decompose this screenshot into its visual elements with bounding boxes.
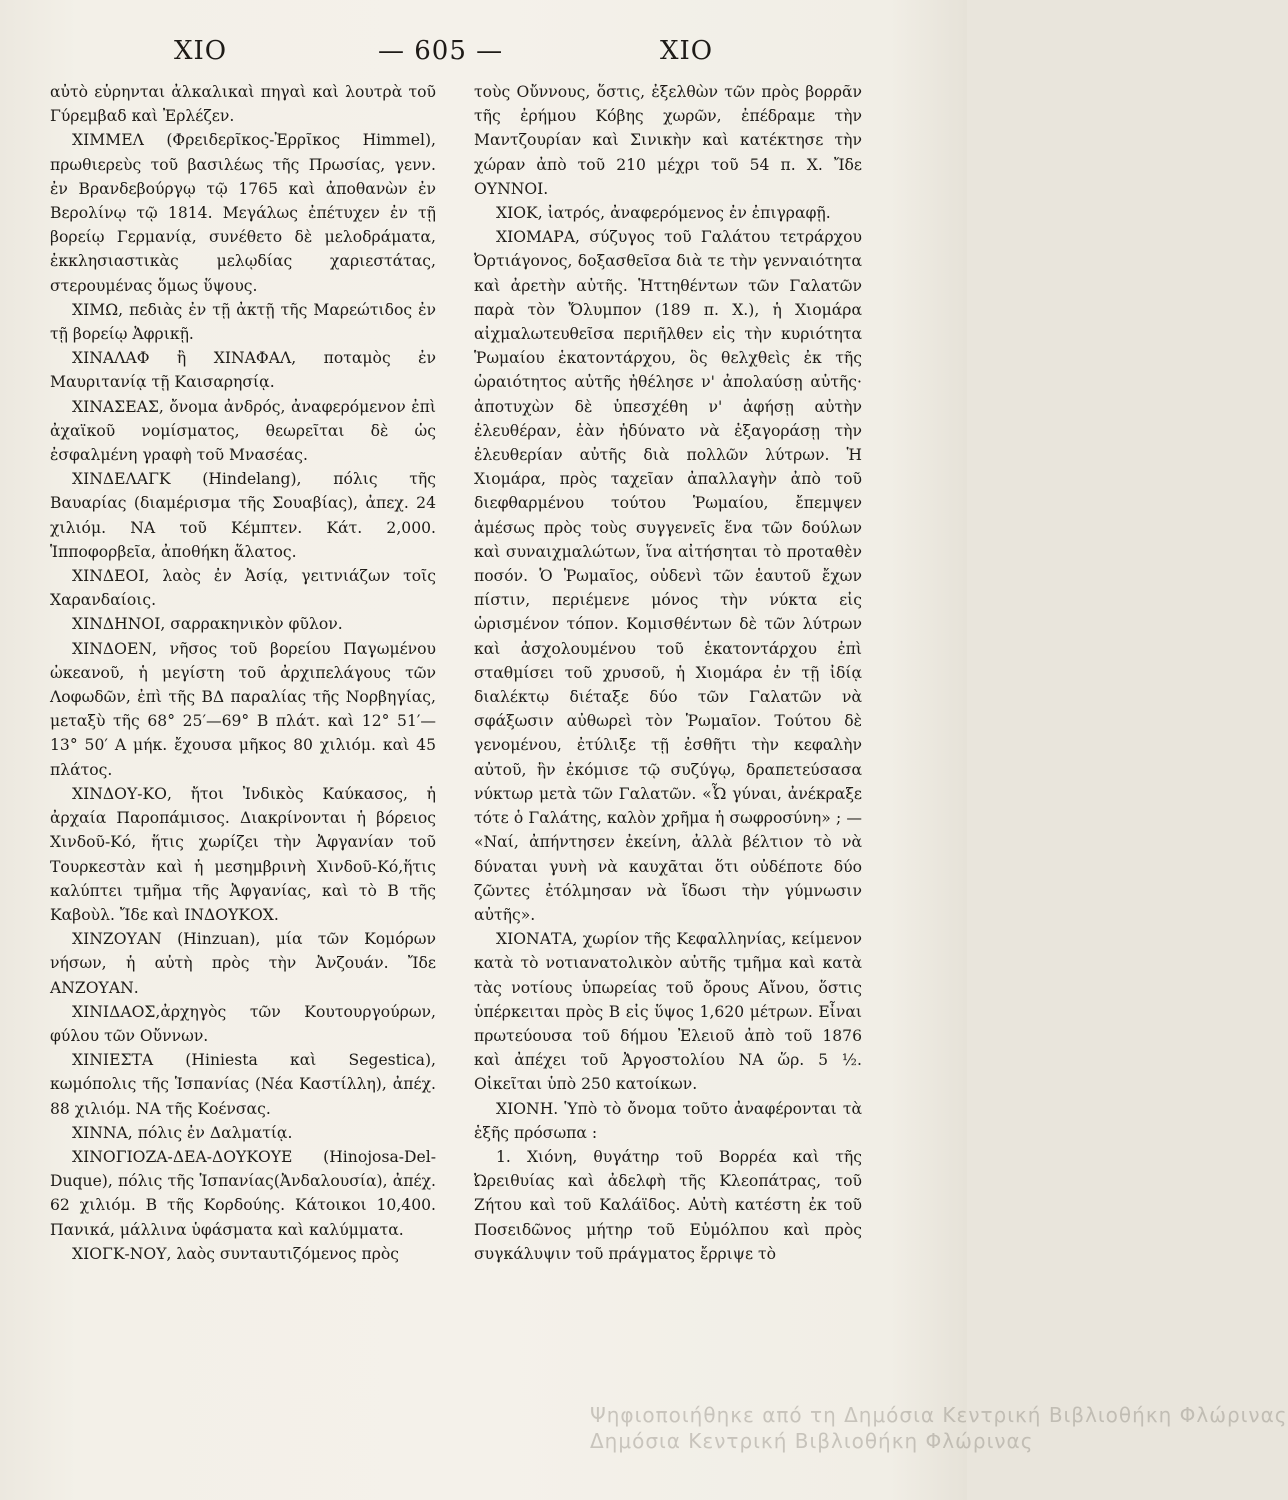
- watermark-line-1: Ψηφιοποιήθηκε από τη Δημόσια Κεντρική Βιβλιοθήκη Φλώρινας: [590, 1403, 1288, 1427]
- entry-chindoen: ΧΙΝΔΟΕΝ, νῆσος τοῦ βορείου Παγωμένου ὠκεανοῦ, ἡ μεγίστη τοῦ ἀρχιπελάγους τῶν Λοφωδῶν, ἐπὶ τῆς ΒΔ παραλίας τῆς Νορβηγίας, μεταξὺ τῆς 68° 25′—69° Β πλάτ. καὶ 12° 51′—13° 50′ Α μήκ. ἔχουσα μῆκος 80 χιλιόμ. καὶ 45 πλάτος.: [50, 639, 436, 779]
- entry-chiomara: ΧΙΟΜΑΡΑ, σύζυγος τοῦ Γαλάτου τετράρχου Ὀρτιάγονος, δοξασθεῖσα διὰ τε τὴν γενναιότητα καὶ ἀρετὴν αὐτῆς. Ἡττηθέντων τῶν Γαλατῶν παρὰ τὸν Ὄλυμπον (189 π. Χ.), ἡ Χιομάρα αἰχμαλωτευθεῖσα περιῆλθεν εἰς τὴν κυριότητα Ῥωμαίου ἑκατοντάρχου, ὃς θελχθεὶς ἐκ τῆς ὡραιότητος αὐτῆς ἠθέλησε ν' ἀπολαύσῃ αὐτῆς· ἀποτυχὼν δὲ ὑπεσχέθη ν' ἀφήσῃ αὐτὴν ἐλευθέραν, ἐὰν ἠδύνατο νὰ ἐξαγοράσῃ τὴν ἐλευθερίαν αὐτῆς διὰ πολλῶν λύτρων. Ἡ Χιομάρα, πρὸς ταχεῖαν ἀπαλλαγὴν ἀπὸ τοῦ διεφθαρμένου τούτου Ῥωμαίου, ἔπεμψεν ἀμέσως πρὸς τοὺς συγγενεῖς ἕνα τῶν δούλων καὶ συναιχμαλώτων, ἵνα αἰτήσηται τὸ προταθὲν ποσόν. Ὁ Ῥωμαῖος, οὐδενὶ τῶν ἑαυτοῦ ἔχων πίστιν, περιέμενε μόνος τὴν νύκτα εἰς ὡρισμένον τόπον. Κομισθέντων δὲ τῶν λύτρων καὶ ἀσχολουμένου τοῦ ἑκατοντάρχου ἐπὶ σταθμίσει τοῦ χρυσοῦ, ἡ Χιομάρα ἐν τῇ ἰδίᾳ διαλέκτῳ διέταξε δύο τῶν Γαλατῶν νὰ σφάξωσιν αὐθωρεὶ τὸν Ῥωμαῖον. Τούτου δὲ γενομένου, ἐτύλιξε τῇ ἐσθῆτι τὴν κεφαλὴν αὐτοῦ, ἣν ἐκόμισε τῷ συζύγῳ, δραπετεύσασα νύκτωρ μετὰ τῶν Γαλατῶν. «Ὦ γύναι, ἀνέκραξε τότε ὁ Γαλάτης, καλὸν χρῆμα ἡ σωφροσύνη» ; — «Ναί, ἀπήντησεν ἐκείνη, ἀλλὰ βέλτιον τὸ νὰ δύναται γυνὴ νὰ καυχᾶται ὅτι οὐδέποτε δύο ζῶντες ἐτόλμησαν νὰ ἴδωσι τὴν γύμνωσιν αὐτῆς».: [474, 228, 862, 924]
- entry-chinna: ΧΙΝΝΑ, πόλις ἐν Δαλματίᾳ.: [72, 1123, 293, 1142]
- library-watermark: [590, 1402, 1288, 1454]
- entry-chimo: ΧΙΜΩ, πεδιὰς ἐν τῇ ἀκτῇ τῆς Μαρεώτιδος ἐν τῇ βορείῳ Ἀφρικῇ.: [50, 300, 436, 344]
- page-number: — 605 —: [378, 36, 504, 66]
- entry-chionata: ΧΙΟΝΑΤΑ, χωρίον τῆς Κεφαλληνίας, κείμενον κατὰ τὸ νοτιανατολικὸν αὐτῆς τμῆμα καὶ κατὰ τὰς νοτίους ὑπωρείας τοῦ ὄρους Αἴνου, ὅστις ὑπέρκειται πρὸς Β εἰς ὕψος 1,620 μέτρων. Εἶναι πρωτεύουσα τοῦ δήμου Ἐλειοῦ ἀπὸ τοῦ 1876 καὶ ἀπέχει τοῦ Ἀργοστολίου ΝΑ ὥρ. 5 ½. Οἰκεῖται ὑπὸ 250 κατοίκων.: [474, 930, 862, 1094]
- entry-hindelang: ΧΙΝΔΕΛΑΓΚ (Hindelang), πόλις τῆς Βαυαρίας (διαμέρισμα τῆς Σουαβίας), ἀπεχ. 24 χιλιόμ. ΝΑ τοῦ Κέμπτεν. Κάτ. 2,000. Ἱπποφορβεῖα, ἀποθήκη ἅλατος.: [50, 470, 436, 561]
- entry-chione: ΧΙΟΝΗ. Ὑπὸ τὸ ὄνομα τοῦτο ἀναφέρονται τὰ ἑξῆς πρόσωπα :: [474, 1099, 862, 1142]
- right-column: [474, 80, 862, 1266]
- entry-chinalaf: ΧΙΝΑΛΑΦ ἢ ΧΙΝΑΦΑΛ, ποταμὸς ἐν Μαυριτανίᾳ τῇ Καισαρησίᾳ.: [50, 349, 436, 392]
- entry-chiok: ΧΙΟΚ, ἰατρός, ἀναφερόμενος ἐν ἐπιγραφῇ.: [496, 204, 831, 223]
- header-left-title: ΧΙΟ: [174, 36, 228, 66]
- entry-chinaseas: ΧΙΝΑΣΕΑΣ, ὄνομα ἀνδρός, ἀναφερόμενον ἐπὶ ἀχαϊκοῦ νομίσματος, θεωρεῖται δὲ ὡς ἐσφαλμένη γραφὴ τοῦ Μνασέας.: [50, 397, 436, 465]
- watermark-line-2: Δημόσια Κεντρική Βιβλιοθήκη Φλώρινας: [590, 1429, 1034, 1453]
- entry-continuation-right: τοὺς Οὔννους, ὅστις, ἐξελθὼν τῶν πρὸς βορρᾶν τῆς ἐρήμου Κόβης χωρῶν, ἐπέδραμε τὴν Μαντζουρίαν καὶ Σινικὴν καὶ κατέκτησε τὴν χώραν ἀπὸ τοῦ 210 μέχρι τοῦ 54 π. Χ. Ἴδε ΟΥΝΝΟΙ.: [474, 83, 862, 198]
- page-header: [150, 36, 750, 76]
- entry-hinzuan: ΧΙΝΖΟΥΑΝ (Hinzuan), μία τῶν Κομόρων νήσων, ἡ αὐτὴ πρὸς τὴν Ἀνζουάν. Ἴδε ΑΝΖΟΥΑΝ.: [50, 930, 436, 997]
- header-right-title: ΧΙΟ: [660, 36, 714, 66]
- entry-chinidaos: ΧΙΝΙΔΑΟΣ,ἀρχηγὸς τῶν Κουτουργούρων, φύλου τῶν Οὔννων.: [50, 1002, 436, 1045]
- left-column: [50, 80, 436, 1266]
- entry-himmel: ΧΙΜΜΕΛ (Φρειδερῖκος-Ἐρρῖκος Himmel), πρωθιερεὺς τοῦ βασιλέως τῆς Πρωσίας, γενν. ἐν Βρανδεβούργῳ τῷ 1765 καὶ ἀποθανὼν ἐν Βερολίνῳ τῷ 1814. Μεγάλως ἐπέτυχεν ἐν τῇ βορείῳ Γερμανίᾳ, συνέθετο δὲ μελοδράματα, ἐκκλησιαστικὰς μελῳδίας χαριεστάτας, στερουμένας ὅμως ὕψους.: [50, 131, 436, 295]
- entry-continuation: αὐτὸ εὑρηνται ἀλκαλικαὶ πηγαὶ καὶ λουτρὰ τοῦ Γύρεμβαδ καὶ Ἐρλέζεν.: [50, 83, 436, 126]
- entry-hinojosa: ΧΙΝΟΓΙΟΖΑ-ΔΕΑ-ΔΟΥΚΟΥΕ (Hinojosa-Del-Duque), πόλις τῆς Ἱσπανίας(Ἀνδαλουσία), ἀπέχ. 62 χιλιόμ. Β τῆς Κορδούης. Κάτοικοι 10,400. Πανικά, μάλλινα ὑφάσματα καὶ καλύμματα.: [50, 1147, 436, 1239]
- entry-chindenoi: ΧΙΝΔΗΝΟΙ, σαρρακηνικὸν φῦλον.: [72, 615, 343, 634]
- entry-hiniesta: ΧΙΝΙΕΣΤΑ (Hiniesta καὶ Segestica), κωμόπολις τῆς Ἱσπανίας (Νέα Καστίλλη), ἀπέχ. 88 χιλιόμ. ΝΑ τῆς Κοένσας.: [50, 1051, 436, 1118]
- entry-chindeoi: ΧΙΝΔΕΟΙ, λαὸς ἐν Ἀσίᾳ, γειτνιάζων τοῖς Χαρανδαίοις.: [50, 567, 436, 610]
- entry-chione-1: 1. Χιόνη, θυγάτηρ τοῦ Βορρέα καὶ τῆς Ὠρειθυίας καὶ ἀδελφὴ τῆς Κλεοπάτρας, τοῦ Ζήτου καὶ τοῦ Καλάϊδος. Αὐτὴ κατέστη ἐκ τοῦ Ποσειδῶνος μήτηρ τοῦ Εὐμόλπου καὶ πρὸς συγκάλυψιν τοῦ πράγματος ἔρριψε τὸ: [474, 1147, 862, 1263]
- entry-hindu-kush: ΧΙΝΔΟΥ-ΚΟ, ἤτοι Ἰνδικὸς Καύκασος, ἡ ἀρχαία Παροπάμισος. Διακρίνονται ἡ βόρειος Χινδοῦ-Κό, ἥτις χωρίζει τὴν Ἀφγανίαν τοῦ Τουρκεστὰν καὶ ἡ μεσημβρινὴ Χινδοῦ-Κό,ἥτις καλύπτει τμῆμα τῆς Ἀφγανίας, καὶ τὸ Β τῆς Καβοὺλ. Ἴδε καὶ ΙΝΔΟΥΚΟΧ.: [50, 784, 436, 924]
- entry-chiogk-nou: ΧΙΟΓΚ-ΝΟΥ, λαὸς συνταυτιζόμενος πρὸς: [72, 1244, 400, 1263]
